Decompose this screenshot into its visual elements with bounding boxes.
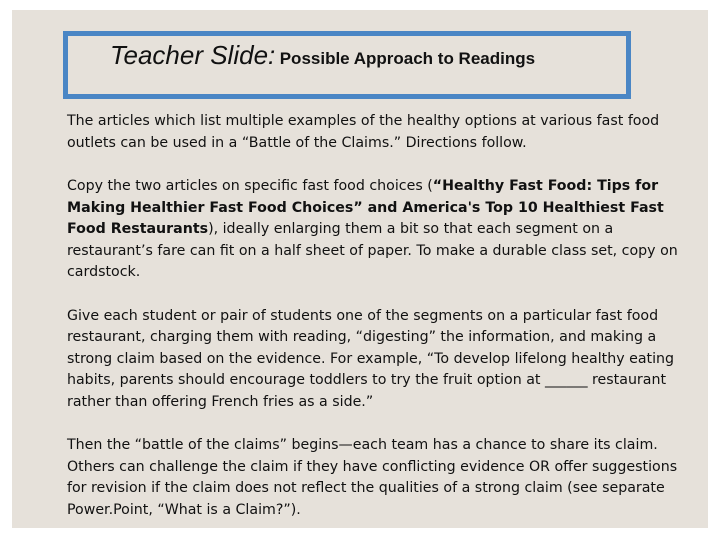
paragraph-2-pre: Copy the two articles on specific fast food choices ( [67,178,433,194]
paragraph-1: The articles which list multiple examples of the healthy options at various fast food outlets can be used in a “Battle of the Claims.” Directions follow. [67,113,660,151]
title-box [63,31,631,99]
paragraph-2 [67,176,697,284]
slide [12,10,708,528]
slide-title [110,40,535,71]
paragraph-3: Give each student or pair of students one of the segments on a particular fast food restaurant, charging them with reading, “digesting” the information, and making a strong claim based on the evidence. For example, “To develop lifelong healthy eating habits, parents should encourage toddlers to try the fruit option at ______ restaurant rather than offering French fries as a side.” [67,307,675,410]
title-sub: Possible Approach to Readings [279,49,536,68]
paragraph-4: Then the “battle of the claims” begins—each team has a chance to share its claim. Others can challenge the claim if they have conflicting evidence OR offer suggestions for revision if the claim does not reflect the qualities of a strong claim (see separate Power.Point, “What is a Claim?”). [67,437,678,518]
paragraph-2-bold: “Healthy Fast Food: Tips for Making Healthier Fast Food Choices” and America's Top 10 Healthiest Fast Food Restaurants [67,178,664,237]
paragraph-2-post: ), ideally enlarging them a bit so that each segment on a restaurant’s fare can fit on a half sheet of paper. To make a durable class set, copy on cardstock. [67,221,678,280]
title-main: Teacher Slide: [110,40,276,70]
slide-body [67,111,697,543]
